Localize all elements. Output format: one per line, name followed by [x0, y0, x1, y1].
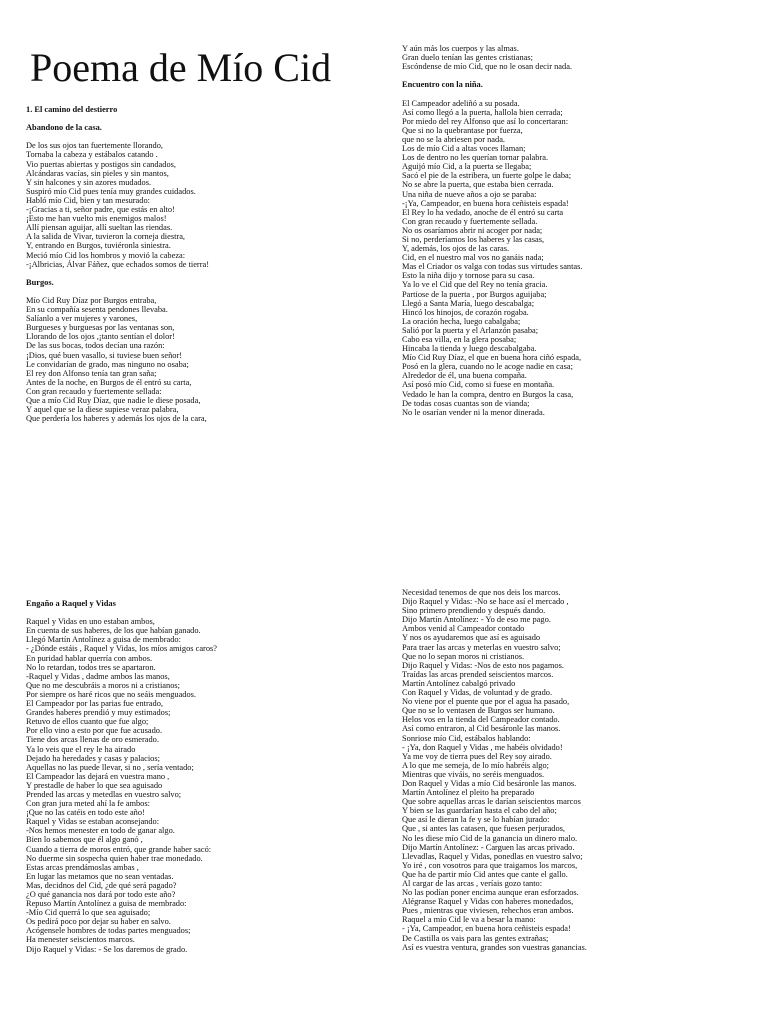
verse-line: Martín Antolínez el pleito ha preparado: [402, 788, 535, 798]
verse-line: Esto la niña dijo y tornose para su casa.: [402, 271, 535, 281]
verse-line: Y, además, los ojos de las caras.: [402, 244, 510, 254]
verse-line: La oración hecha, luego cabalgaba;: [402, 316, 521, 326]
verse-line: Así posó mío Cid, como si fuese en montaña.: [402, 380, 555, 390]
section-heading: Engaño a Raquel y Vidas: [26, 599, 116, 608]
verse-line: Que no lo sepan moros ni cristianos.: [402, 651, 525, 661]
verse-line: Salíanlo a ver mujeres y varones,: [26, 314, 138, 324]
verse-line: Alégranse Raquel y Vidas con haberes monedados,: [402, 897, 574, 907]
verse-line: Yo iré , con vosotros para que traigamos los marcos,: [402, 860, 578, 870]
verse-line: Los de mío Cid a altas voces llaman;: [402, 144, 526, 154]
verse-line: Escóndense de mío Cid, que no le osan decir nada.: [402, 62, 573, 72]
verse-line: - ¿Dónde estáis , Raquel y Vidas, los míos amigos caros?: [26, 644, 218, 654]
verse-line: Meció mío Cid los hombros y movió la cabeza:: [26, 250, 186, 260]
verse-line: Ambos venid al Campeador contado: [402, 624, 525, 634]
verse-line: A lo que me semeja, de lo mío habréis algo;: [402, 760, 549, 770]
verse-line: Por ello vino a esto por que fue acusado.: [26, 726, 163, 736]
verse-line: Os pedirá poco por dejar su haber en salvo.: [26, 917, 171, 927]
verse-line: No le osarían vender ni la menor dinerada.: [402, 407, 545, 417]
verse-line: Le convidarían de grado, mas ninguno no osaba;: [26, 359, 189, 369]
verse-line: De Castilla os vais para las gentes extrañas;: [402, 933, 549, 943]
verse-line: Aquellas no las puede llevar, si no , sería ventado;: [26, 762, 194, 772]
verse-line: Raquel a mío Cid le va a besar la mano:: [402, 915, 536, 925]
verse-line: En cuenta de sus haberes, de los que habían ganado.: [26, 626, 201, 636]
verse-line: Tornaba la cabeza y estábalos catando .: [26, 150, 158, 160]
verse-line: El Rey lo ha vedado, anoche de él entró su carta: [402, 207, 564, 217]
verse-line: Llorando de los ojos ,¡tanto sentían el dolor!: [26, 332, 175, 342]
verse-line: Por siempre os haré ricos que no seáis menguados.: [26, 689, 197, 699]
verse-line: Por miedo del rey Alfonso que así lo concertaran:: [402, 116, 569, 126]
verse-line: Estas arcas prendámoslas ambas ,: [26, 862, 139, 872]
verse-line: Antes de la noche, en Burgos de él entró su carta,: [26, 377, 192, 387]
verse-line: Así como entraron, al Cid besáronle las manos.: [402, 724, 561, 734]
verse-line: ¿O qué ganancia nos dará por todo este año?: [26, 890, 176, 899]
verse-line: Aguijó mío Cid, a la puerta se llegaba;: [402, 162, 532, 172]
verse-line: Y nos os ayudaremos que así es aguisado: [402, 633, 541, 643]
verse-line: Y sin halcones y sin azores mudados.: [26, 177, 152, 187]
verse-line: Que a mío Cid Ruy Díaz, que nadie le diese posada,: [26, 396, 201, 405]
verse-line: Que sobre aquellas arcas le darían seiscientos marcos: [402, 797, 581, 807]
verse-line: Llegó Martín Antolínez a guisa de membrado:: [26, 635, 181, 645]
verse-line: Suspiró mío Cid pues tenía muy grandes cuidados.: [26, 186, 196, 196]
verse-line: Llegó a Santa María, luego descabalga;: [402, 298, 535, 308]
verse-line: Grandes haberes prendió y muy estimados;: [26, 708, 171, 718]
verse-line: No os osaríamos abrir ni acoger por nada;: [402, 225, 543, 235]
verse-line: Así como llegó a la puerta, hallola bien cerrada;: [402, 107, 563, 117]
verse-line: El Campeador por las parias fue entrado,: [26, 699, 163, 709]
spacer: [26, 132, 378, 141]
verse-line: Que así le dieran la fe y se lo habían jurado:: [402, 815, 550, 825]
verse-line: El rey don Alfonso tenía tan gran saña;: [26, 368, 157, 378]
verse-line: Ya lo veis que el rey le ha airado: [26, 744, 136, 754]
verse-line: Pues , mientras que viviesen, rehechos eran ambos.: [402, 906, 574, 916]
verse-line: -Raquel y Vidas , dadme ambos las manos,: [26, 671, 170, 681]
verse-line: Dejado ha heredades y casas y palacios;: [26, 753, 160, 763]
verse-line: Dijo Raquel y Vidas: - Se los daremos de grado.: [26, 944, 188, 954]
verse-line: -¡Albricias, Álvar Fáñez, que echados somos de tierra!: [26, 259, 210, 269]
verse-line: Raquel y Vidas en uno estaban ambos,: [26, 617, 155, 627]
verse-line: Allí piensan aguijar, allí sueltan las riendas.: [26, 223, 173, 233]
column-bottom-right: [402, 588, 754, 952]
verse-line: Vio puertas abiertas y postigos sin candados,: [26, 159, 176, 169]
verse-line: -¡Gracias a ti, señor padre, que estás en alto!: [26, 205, 175, 215]
verse-line: Ya lo ve el Cid que del Rey no tenía gracia.: [402, 280, 548, 290]
verse-line: que no se la abriesen por nada.: [402, 134, 506, 144]
verse-line: Tiene dos arcas llenas de oro esmerado.: [26, 735, 159, 745]
verse-line: Y prestadle de haber lo que sea aguisado: [26, 780, 163, 790]
verse-line: Sino primero prendiendo y después dando.: [402, 606, 546, 616]
verse-line: A la salida de Vivar, tuvieron la corneja diestra,: [26, 232, 186, 242]
verse-line: Y aún más los cuerpos y las almas.: [402, 44, 519, 53]
spacer: [402, 89, 754, 98]
verse-line: Dijo Raquel y Vidas: -No se hace así el mercado ,: [402, 597, 569, 607]
verse-line: Que ha de partir mío Cid antes que cante el gallo.: [402, 869, 568, 879]
spacer: [26, 269, 378, 278]
column-top-left: [26, 105, 378, 423]
section-heading: Abandono de la casa.: [26, 123, 102, 133]
column-top-right: [402, 44, 754, 417]
verse-line: Ya me voy de tierra pues del Rey soy airado.: [402, 751, 552, 761]
verse-line: Con gran recaudo y fuertemente sellada:: [26, 386, 162, 396]
verse-line: Ha menester seiscientos marcos.: [26, 935, 135, 945]
section-heading: Burgos.: [26, 277, 54, 287]
verse-line: -¡Ya, Campeador, en buena hora ceñisteis espada!: [402, 198, 569, 208]
verse-line: Helos vos en la tienda del Campeador contado.: [402, 715, 560, 725]
verse-line: - ¡Ya, don Raquel y Vidas , me habéis olvidado!: [402, 742, 563, 752]
verse-line: Gran duelo tenían las gentes cristianas;: [402, 53, 533, 63]
section-heading: 1. El camino del destierro: [26, 105, 118, 114]
verse-line: Martín Antolínez cabalgó privado: [402, 678, 516, 688]
verse-line: Mas el Criador os valga con todas sus virtudes santas.: [402, 262, 583, 272]
verse-line: Llevadlas, Raquel y Vidas, ponedlas en vuestro salvo;: [402, 851, 583, 861]
verse-line: ¡Esto me han vuelto mis enemigos malos!: [26, 214, 167, 224]
verse-line: Con Raquel y Vidas, de voluntad y de grado.: [402, 688, 553, 698]
verse-line: Que perdería los haberes y además los ojos de la cara,: [26, 414, 207, 424]
verse-line: Y aquel que se la diese supiese veraz palabra,: [26, 405, 179, 415]
verse-line: Necesidad tenemos de que nos deis los marcos.: [402, 588, 561, 597]
verse-line: Raquel y Vidas se estaban aconsejando:: [26, 817, 160, 827]
verse-line: Dijo Martín Antolínez: - Carguen las arcas privado.: [402, 842, 575, 852]
verse-line: ¡Que no las catéis en todo este año!: [26, 808, 145, 818]
verse-line: De todas cosas cuantas son de vianda;: [402, 398, 530, 408]
verse-line: De las sus bocas, todos decían una razón:: [26, 341, 165, 351]
verse-line: Burgueses y burguesas por las ventanas son,: [26, 323, 175, 333]
verse-line: Traídas las arcas prended seiscientos marcos.: [402, 669, 554, 679]
column-bottom-left: [26, 599, 378, 954]
verse-line: Hincó los hinojos, de corazón rogaba.: [402, 307, 529, 317]
verse-line: Acógensele hombres de todas partes menguados;: [26, 926, 191, 936]
verse-line: Alcándaras vacías, sin pieles y sin mantos,: [26, 168, 169, 178]
verse-line: Dijo Raquel y Vidas: -Nos de esto nos pagamos.: [402, 660, 564, 670]
verse-line: No les diese mío Cid de la ganancia un dinero malo.: [402, 833, 578, 843]
verse-line: Mío Cid Ruy Díaz por Burgos entraba,: [26, 295, 157, 305]
verse-line: Bien lo sabemos que él algo ganó ,: [26, 835, 143, 845]
verse-line: ¡Dios, qué buen vasallo, si tuviese buen señor!: [26, 350, 183, 360]
verse-line: Partiose de la puerta , por Burgos aguijaba;: [402, 289, 547, 299]
verse-line: Sonriose mío Cid, estábalos hablando:: [402, 733, 531, 743]
verse-line: Posó en la glera, cuando no le acoge nadie en casa;: [402, 362, 573, 372]
verse-line: Cuando a tierra de moros entró, que grande haber sacó:: [26, 844, 212, 854]
verse-line: Y bien se las guardarían hasta el cabo del año;: [402, 806, 557, 816]
verse-line: Con gran recaudo y fuertemente sellada.: [402, 216, 538, 226]
verse-line: Cabo esa villa, en la glera posaba;: [402, 335, 517, 344]
spacer: [26, 287, 378, 296]
verse-line: El Campeador las dejará en vuestra mano ,: [26, 771, 170, 781]
verse-line: Prended las arcas y metedlas en vuestro salvo;: [26, 789, 182, 799]
verse-line: El Campeador adeliñó a su posada.: [402, 98, 520, 108]
verse-line: En su compañía sesenta pendones llevaba.: [26, 305, 168, 315]
verse-line: De los sus ojos tan fuertemente llorando,: [26, 141, 163, 151]
verse-line: Vedado le han la compra, dentro en Burgos la casa,: [402, 389, 574, 399]
verse-line: Dijo Martín Antolínez: - Yo de eso me pago.: [402, 615, 551, 625]
verse-line: Cid, en el nuestro mal vos no ganáis nada;: [402, 253, 544, 263]
verse-line: Salió por la puerta y el Arlanzón pasaba;: [402, 325, 539, 335]
verse-line: Que , si antes las catasen, que fuesen perjurados,: [402, 824, 566, 834]
verse-line: Así es vuestra ventura, grandes son vuestras ganancias.: [402, 942, 587, 952]
verse-line: Mas, decidnos del Cid, ¿de qué será pagado?: [26, 880, 177, 890]
verse-line: Retuvo de ellos cuanto que fue algo;: [26, 717, 149, 727]
verse-line: Y, entrando en Burgos, tuviéronla siniestra.: [26, 241, 171, 251]
section-heading: Encuentro con la niña.: [402, 80, 483, 90]
verse-line: Los de dentro no les querían tornar palabra.: [402, 153, 549, 163]
verse-line: Si no, perderíamos los haberes y las casas,: [402, 234, 545, 244]
verse-line: No las podían poner encima aunque eran esforzados.: [402, 888, 579, 898]
verse-line: En puridad hablar querría con ambos.: [26, 653, 153, 663]
verse-line: No se abre la puerta, que estaba bien cerrada.: [402, 180, 554, 190]
verse-line: En lugar las metamos que no sean ventadas.: [26, 871, 174, 881]
verse-line: No viene por el puente que por el agua ha pasado,: [402, 697, 570, 707]
verse-line: Para traer las arcas y meterlas en vuestro salvo;: [402, 642, 561, 652]
verse-line: Habló mío Cid, bien y tan mesurado:: [26, 195, 150, 205]
verse-line: Al cargar de las arcas , veríais gozo tanto:: [402, 879, 543, 888]
verse-line: -Nos hemos menester en todo de ganar algo.: [26, 826, 175, 836]
verse-line: -Mío Cid querrá lo que sea aguisado;: [26, 908, 151, 918]
verse-line: Alrededor de él, una buena compaña.: [402, 371, 527, 381]
verse-line: Sacó el pie de la estribera, un fuerte golpe le daba;: [402, 171, 572, 181]
spacer: [402, 71, 754, 80]
verse-line: Repuso Martín Antolínez a guisa de membrado:: [26, 899, 187, 909]
verse-line: Que no me descubráis a moros ni a cristianos;: [26, 680, 180, 690]
spacer: [26, 114, 378, 123]
verse-line: No lo retardan, todos tres se apartaron.: [26, 662, 156, 672]
page-title: Poema de Mío Cid: [30, 45, 332, 90]
verse-line: Don Raquel y Vidas a mío Cid besáronle las manos.: [402, 778, 577, 788]
verse-line: Mientras que viváis, no seréis menguados.: [402, 769, 545, 779]
verse-line: Una niña de nueve años a ojo se paraba:: [402, 189, 537, 199]
verse-line: Mío Cid Ruy Díaz, el que en buena hora ciñó espada,: [402, 353, 582, 363]
spacer: [26, 608, 378, 617]
verse-line: Que no se lo ventasen de Burgos ser humano.: [402, 706, 555, 716]
verse-line: - ¡Ya, Campeador, en buena hora ceñisteis espada!: [402, 924, 571, 934]
verse-line: Que si no la quebrantase por fuerza,: [402, 125, 523, 135]
verse-line: Con gran jura meted ahí la fe ambos:: [26, 799, 150, 809]
verse-line: No duerme sin sospecha quien haber trae monedado.: [26, 853, 203, 863]
verse-line: Hincaba la tienda y luego descabalgaba.: [402, 344, 537, 354]
